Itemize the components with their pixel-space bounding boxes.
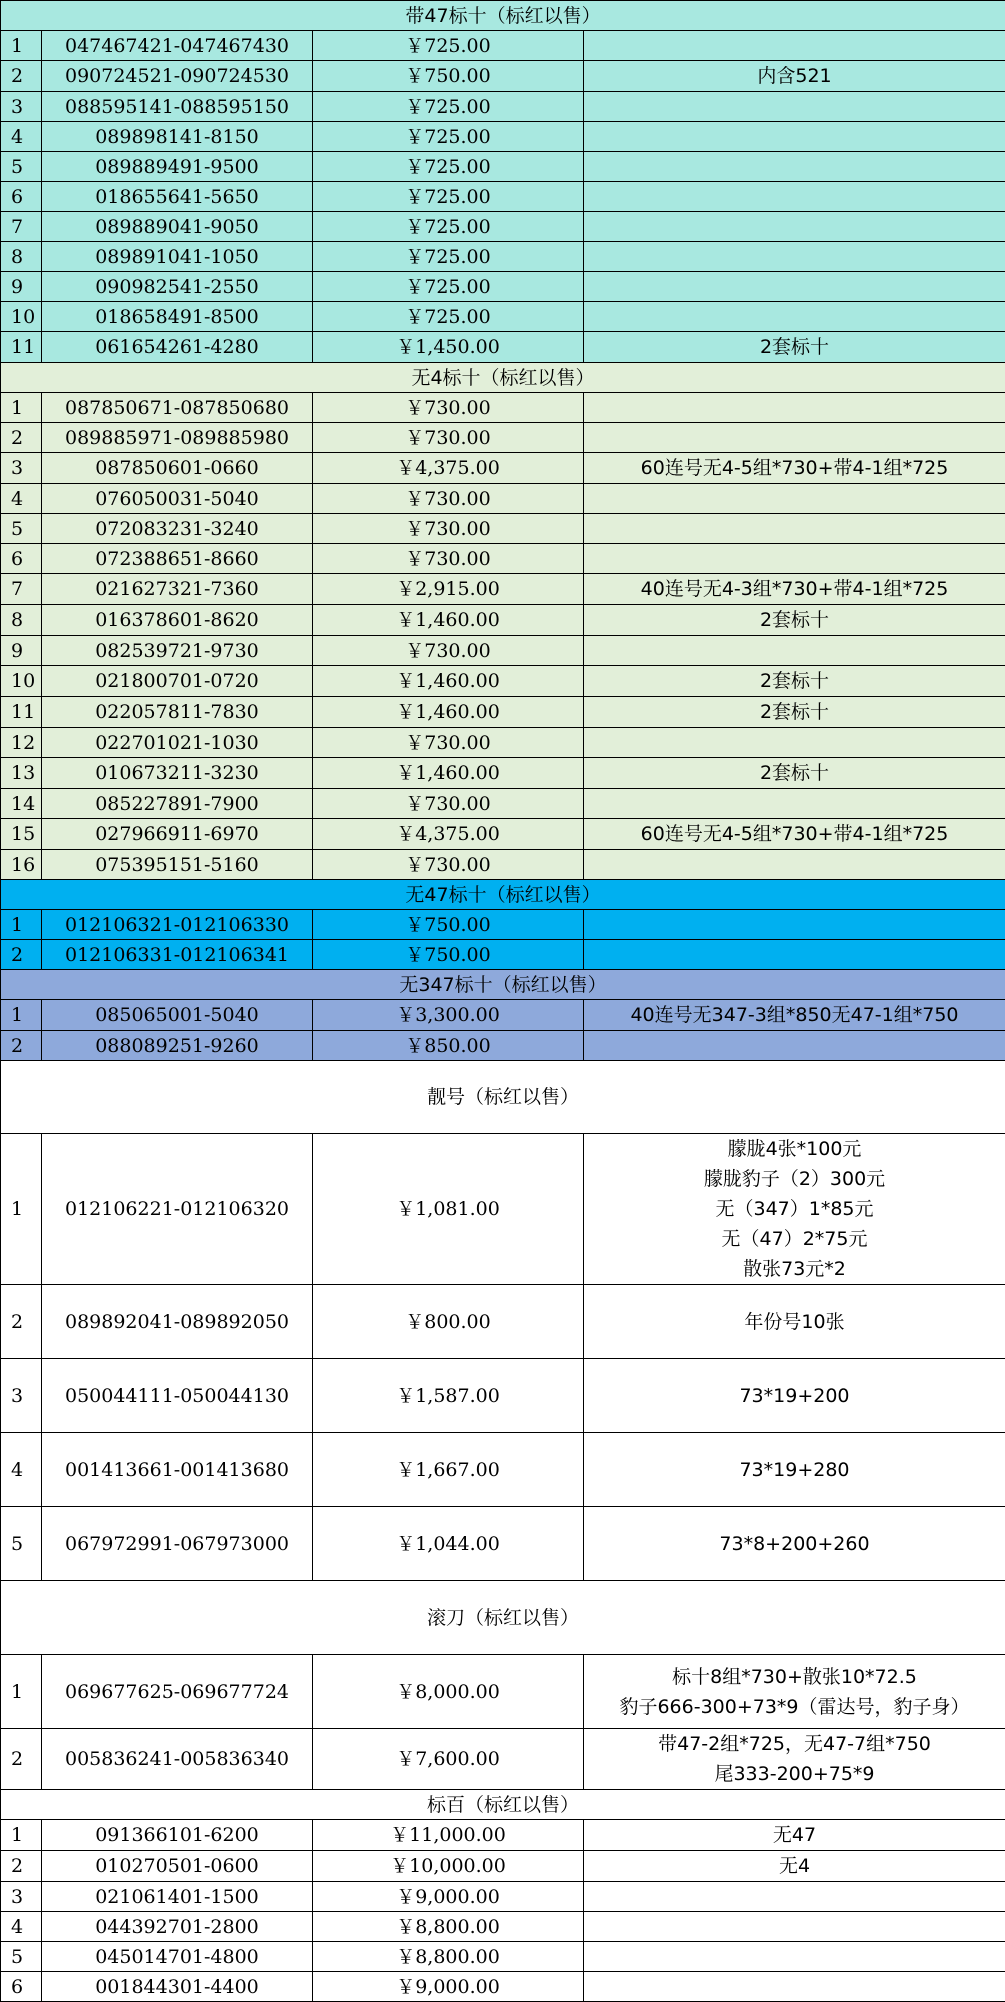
table-row <box>1 574 1005 605</box>
row-index: 6 <box>1 182 42 212</box>
serial-range: 067972991-067973000 <box>42 1507 313 1581</box>
table-row <box>1 272 1005 302</box>
note <box>584 1359 1005 1433</box>
serial-range: 010673211-3230 <box>42 758 313 789</box>
table-row <box>1 544 1005 574</box>
price: ￥730.00 <box>313 544 584 574</box>
serial-range: 021061401-1500 <box>42 1882 313 1912</box>
price: ￥1,460.00 <box>313 666 584 697</box>
table-row <box>1 1820 1005 1851</box>
note-line: 2套标十 <box>584 697 1005 727</box>
table-row <box>1 182 1005 212</box>
note <box>584 940 1005 970</box>
note <box>584 850 1005 880</box>
note-line: 朦胧豹子（2）300元 <box>584 1164 1005 1194</box>
note-line: 2套标十 <box>584 666 1005 696</box>
section-title-row <box>1 1061 1005 1134</box>
price: ￥730.00 <box>313 789 584 819</box>
row-index: 8 <box>1 242 42 272</box>
table-row <box>1 1912 1005 1942</box>
table-row <box>1 1359 1005 1433</box>
table-row <box>1 910 1005 940</box>
section-title-row <box>1 1581 1005 1655</box>
price: ￥725.00 <box>313 92 584 122</box>
row-index: 11 <box>1 697 42 728</box>
note-line: 散张73元*2 <box>584 1254 1005 1284</box>
price: ￥1,667.00 <box>313 1433 584 1507</box>
row-index: 9 <box>1 272 42 302</box>
note-line: 标十8组*730+散张10*72.5 <box>584 1662 1005 1692</box>
note <box>584 1942 1005 1972</box>
table-row <box>1 1285 1005 1359</box>
row-index: 10 <box>1 302 42 332</box>
price: ￥730.00 <box>313 423 584 453</box>
note-line: 60连号无4-5组*730+带4-1组*725 <box>584 819 1005 849</box>
row-index: 2 <box>1 1729 42 1790</box>
note-line: 40连号无347-3组*850无47-1组*750 <box>584 1000 1005 1030</box>
note <box>584 92 1005 122</box>
table-row <box>1 484 1005 514</box>
row-index: 9 <box>1 636 42 666</box>
row-index: 16 <box>1 850 42 880</box>
note <box>584 819 1005 850</box>
price: ￥1,460.00 <box>313 758 584 789</box>
serial-range: 075395151-5160 <box>42 850 313 880</box>
price: ￥8,000.00 <box>313 1655 584 1729</box>
price: ￥850.00 <box>313 1031 584 1061</box>
section-title: 带47标十（标红以售） <box>1 1 1005 31</box>
row-index: 1 <box>1 393 42 423</box>
serial-range: 072388651-8660 <box>42 544 313 574</box>
table-row <box>1 850 1005 880</box>
note <box>584 728 1005 758</box>
note <box>584 122 1005 152</box>
section-title-row <box>1 363 1005 393</box>
note <box>584 789 1005 819</box>
table-row <box>1 1507 1005 1581</box>
note-line: 2套标十 <box>584 332 1005 362</box>
note-line: 带47-2组*725，无47-7组*750 <box>584 1729 1005 1759</box>
table-row <box>1 212 1005 242</box>
note <box>584 666 1005 697</box>
table-row <box>1 453 1005 484</box>
price: ￥1,460.00 <box>313 605 584 636</box>
price: ￥3,300.00 <box>313 1000 584 1031</box>
row-index: 4 <box>1 1912 42 1942</box>
price: ￥8,800.00 <box>313 1942 584 1972</box>
price: ￥730.00 <box>313 850 584 880</box>
note-line: 73*19+200 <box>584 1381 1005 1411</box>
price: ￥725.00 <box>313 122 584 152</box>
serial-range: 089891041-1050 <box>42 242 313 272</box>
price: ￥725.00 <box>313 31 584 61</box>
price: ￥9,000.00 <box>313 1972 584 2002</box>
table-row <box>1 31 1005 61</box>
row-index: 3 <box>1 1882 42 1912</box>
price: ￥8,800.00 <box>313 1912 584 1942</box>
serial-range: 012106321-012106330 <box>42 910 313 940</box>
price: ￥1,460.00 <box>313 697 584 728</box>
table-row <box>1 1433 1005 1507</box>
section-title-row <box>1 970 1005 1000</box>
price: ￥2,915.00 <box>313 574 584 605</box>
note <box>584 636 1005 666</box>
note <box>584 31 1005 61</box>
table-row <box>1 242 1005 272</box>
row-index: 3 <box>1 92 42 122</box>
section-title: 靓号（标红以售） <box>1 1061 1005 1134</box>
price: ￥730.00 <box>313 393 584 423</box>
note <box>584 1000 1005 1031</box>
row-index: 15 <box>1 819 42 850</box>
section-title: 滚刀（标红以售） <box>1 1581 1005 1655</box>
note <box>584 302 1005 332</box>
note <box>584 1433 1005 1507</box>
note-line: 内含521 <box>584 61 1005 91</box>
price: ￥7,600.00 <box>313 1729 584 1790</box>
serial-range: 061654261-4280 <box>42 332 313 363</box>
note <box>584 697 1005 728</box>
table-row <box>1 1729 1005 1790</box>
note <box>584 1882 1005 1912</box>
table-row <box>1 152 1005 182</box>
note-line: 60连号无4-5组*730+带4-1组*725 <box>584 453 1005 483</box>
serial-range: 088089251-9260 <box>42 1031 313 1061</box>
table-row <box>1 423 1005 453</box>
serial-range: 001413661-001413680 <box>42 1433 313 1507</box>
section-title: 无4标十（标红以售） <box>1 363 1005 393</box>
note <box>584 423 1005 453</box>
row-index: 4 <box>1 1433 42 1507</box>
note <box>584 1507 1005 1581</box>
note <box>584 1655 1005 1729</box>
row-index: 2 <box>1 423 42 453</box>
row-index: 2 <box>1 1031 42 1061</box>
table-row <box>1 728 1005 758</box>
table-row <box>1 1000 1005 1031</box>
note-line: 无（347）1*85元 <box>584 1194 1005 1224</box>
serial-range: 087850671-087850680 <box>42 393 313 423</box>
serial-range: 012106221-012106320 <box>42 1134 313 1285</box>
section-title-row <box>1 880 1005 910</box>
table-row <box>1 302 1005 332</box>
section-title: 无47标十（标红以售） <box>1 880 1005 910</box>
serial-range: 010270501-0600 <box>42 1851 313 1882</box>
price: ￥725.00 <box>313 182 584 212</box>
serial-range: 005836241-005836340 <box>42 1729 313 1790</box>
row-index: 2 <box>1 1285 42 1359</box>
table-row <box>1 697 1005 728</box>
table-row <box>1 1655 1005 1729</box>
price: ￥725.00 <box>313 212 584 242</box>
serial-range: 012106331-012106341 <box>42 940 313 970</box>
row-index: 4 <box>1 122 42 152</box>
row-index: 3 <box>1 1359 42 1433</box>
serial-range: 089892041-089892050 <box>42 1285 313 1359</box>
serial-range: 050044111-050044130 <box>42 1359 313 1433</box>
note-line: 40连号无4-3组*730+带4-1组*725 <box>584 574 1005 604</box>
serial-range: 001844301-4400 <box>42 1972 313 2002</box>
row-index: 1 <box>1 31 42 61</box>
serial-range: 018655641-5650 <box>42 182 313 212</box>
note <box>584 212 1005 242</box>
table-row <box>1 758 1005 789</box>
table-row <box>1 636 1005 666</box>
note <box>584 574 1005 605</box>
serial-range: 047467421-047467430 <box>42 31 313 61</box>
note <box>584 544 1005 574</box>
row-index: 14 <box>1 789 42 819</box>
serial-range: 089885971-089885980 <box>42 423 313 453</box>
price: ￥725.00 <box>313 152 584 182</box>
note-line: 豹子666-300+73*9（雷达号，豹子身） <box>584 1692 1005 1722</box>
serial-range: 069677625-069677724 <box>42 1655 313 1729</box>
row-index: 7 <box>1 212 42 242</box>
serial-range: 090724521-090724530 <box>42 61 313 92</box>
price: ￥725.00 <box>313 302 584 332</box>
section-title: 标百（标红以售） <box>1 1790 1005 1820</box>
table-row <box>1 61 1005 92</box>
note <box>584 242 1005 272</box>
serial-range: 076050031-5040 <box>42 484 313 514</box>
note-line: 73*8+200+260 <box>584 1529 1005 1559</box>
serial-range: 089898141-8150 <box>42 122 313 152</box>
price: ￥4,375.00 <box>313 819 584 850</box>
serial-range: 089889041-9050 <box>42 212 313 242</box>
note <box>584 910 1005 940</box>
price: ￥730.00 <box>313 484 584 514</box>
price: ￥750.00 <box>313 61 584 92</box>
note-line: 2套标十 <box>584 605 1005 635</box>
row-index: 4 <box>1 484 42 514</box>
price: ￥9,000.00 <box>313 1882 584 1912</box>
note <box>584 1851 1005 1882</box>
note <box>584 152 1005 182</box>
serial-range: 045014701-4800 <box>42 1942 313 1972</box>
price: ￥730.00 <box>313 728 584 758</box>
table-row <box>1 393 1005 423</box>
table-row <box>1 332 1005 363</box>
table-row <box>1 940 1005 970</box>
table-row <box>1 605 1005 636</box>
table-row <box>1 1031 1005 1061</box>
note <box>584 605 1005 636</box>
serial-range: 082539721-9730 <box>42 636 313 666</box>
note-line: 无47 <box>584 1820 1005 1850</box>
row-index: 1 <box>1 1000 42 1031</box>
serial-range: 022701021-1030 <box>42 728 313 758</box>
serial-range: 021800701-0720 <box>42 666 313 697</box>
serial-range: 021627321-7360 <box>42 574 313 605</box>
note <box>584 514 1005 544</box>
row-index: 7 <box>1 574 42 605</box>
row-index: 11 <box>1 332 42 363</box>
row-index: 10 <box>1 666 42 697</box>
note <box>584 332 1005 363</box>
section-title-row <box>1 1 1005 31</box>
serial-range: 085227891-7900 <box>42 789 313 819</box>
note <box>584 453 1005 484</box>
price: ￥1,081.00 <box>313 1134 584 1285</box>
row-index: 12 <box>1 728 42 758</box>
serial-range: 088595141-088595150 <box>42 92 313 122</box>
serial-range: 087850601-0660 <box>42 453 313 484</box>
note <box>584 1729 1005 1790</box>
note-line: 尾333-200+75*9 <box>584 1759 1005 1789</box>
table-row <box>1 666 1005 697</box>
note-line: 73*19+280 <box>584 1455 1005 1485</box>
serial-range: 018658491-8500 <box>42 302 313 332</box>
note <box>584 1134 1005 1285</box>
price: ￥800.00 <box>313 1285 584 1359</box>
table-row <box>1 1882 1005 1912</box>
price: ￥730.00 <box>313 636 584 666</box>
table-row <box>1 1972 1005 2002</box>
row-index: 5 <box>1 152 42 182</box>
note-line: 无（47）2*75元 <box>584 1224 1005 1254</box>
table-row <box>1 1134 1005 1285</box>
serial-range: 027966911-6970 <box>42 819 313 850</box>
serial-range: 022057811-7830 <box>42 697 313 728</box>
price: ￥1,587.00 <box>313 1359 584 1433</box>
price: ￥11,000.00 <box>313 1820 584 1851</box>
serial-range: 091366101-6200 <box>42 1820 313 1851</box>
row-index: 2 <box>1 1851 42 1882</box>
row-index: 13 <box>1 758 42 789</box>
table-row <box>1 1851 1005 1882</box>
row-index: 5 <box>1 514 42 544</box>
row-index: 1 <box>1 1820 42 1851</box>
note <box>584 1031 1005 1061</box>
price: ￥725.00 <box>313 272 584 302</box>
serial-range: 085065001-5040 <box>42 1000 313 1031</box>
price: ￥10,000.00 <box>313 1851 584 1882</box>
note-line: 2套标十 <box>584 758 1005 788</box>
price: ￥1,450.00 <box>313 332 584 363</box>
note <box>584 1972 1005 2002</box>
note <box>584 61 1005 92</box>
row-index: 1 <box>1 1134 42 1285</box>
note <box>584 484 1005 514</box>
row-index: 6 <box>1 1972 42 2002</box>
table-row <box>1 1942 1005 1972</box>
serial-range: 089889491-9500 <box>42 152 313 182</box>
note-line: 朦胧4张*100元 <box>584 1134 1005 1164</box>
table-row <box>1 122 1005 152</box>
note <box>584 182 1005 212</box>
row-index: 2 <box>1 61 42 92</box>
table-row <box>1 514 1005 544</box>
note <box>584 272 1005 302</box>
price: ￥730.00 <box>313 514 584 544</box>
note <box>584 1820 1005 1851</box>
serial-range: 044392701-2800 <box>42 1912 313 1942</box>
table-row <box>1 789 1005 819</box>
row-index: 1 <box>1 1655 42 1729</box>
table-row <box>1 92 1005 122</box>
serial-range: 090982541-2550 <box>42 272 313 302</box>
price: ￥750.00 <box>313 910 584 940</box>
price: ￥1,044.00 <box>313 1507 584 1581</box>
note <box>584 1912 1005 1942</box>
note-line: 年份号10张 <box>584 1307 1005 1337</box>
row-index: 3 <box>1 453 42 484</box>
row-index: 5 <box>1 1942 42 1972</box>
note <box>584 758 1005 789</box>
row-index: 8 <box>1 605 42 636</box>
price: ￥4,375.00 <box>313 453 584 484</box>
row-index: 6 <box>1 544 42 574</box>
note <box>584 1285 1005 1359</box>
note-line: 无4 <box>584 1851 1005 1881</box>
serial-range: 072083231-3240 <box>42 514 313 544</box>
price-sheet-body <box>1 1 1005 2002</box>
serial-range: 016378601-8620 <box>42 605 313 636</box>
row-index: 1 <box>1 910 42 940</box>
price: ￥725.00 <box>313 242 584 272</box>
note <box>584 393 1005 423</box>
section-title-row <box>1 1790 1005 1820</box>
row-index: 5 <box>1 1507 42 1581</box>
section-title: 无347标十（标红以售） <box>1 970 1005 1000</box>
table-row <box>1 819 1005 850</box>
price: ￥750.00 <box>313 940 584 970</box>
row-index: 2 <box>1 940 42 970</box>
